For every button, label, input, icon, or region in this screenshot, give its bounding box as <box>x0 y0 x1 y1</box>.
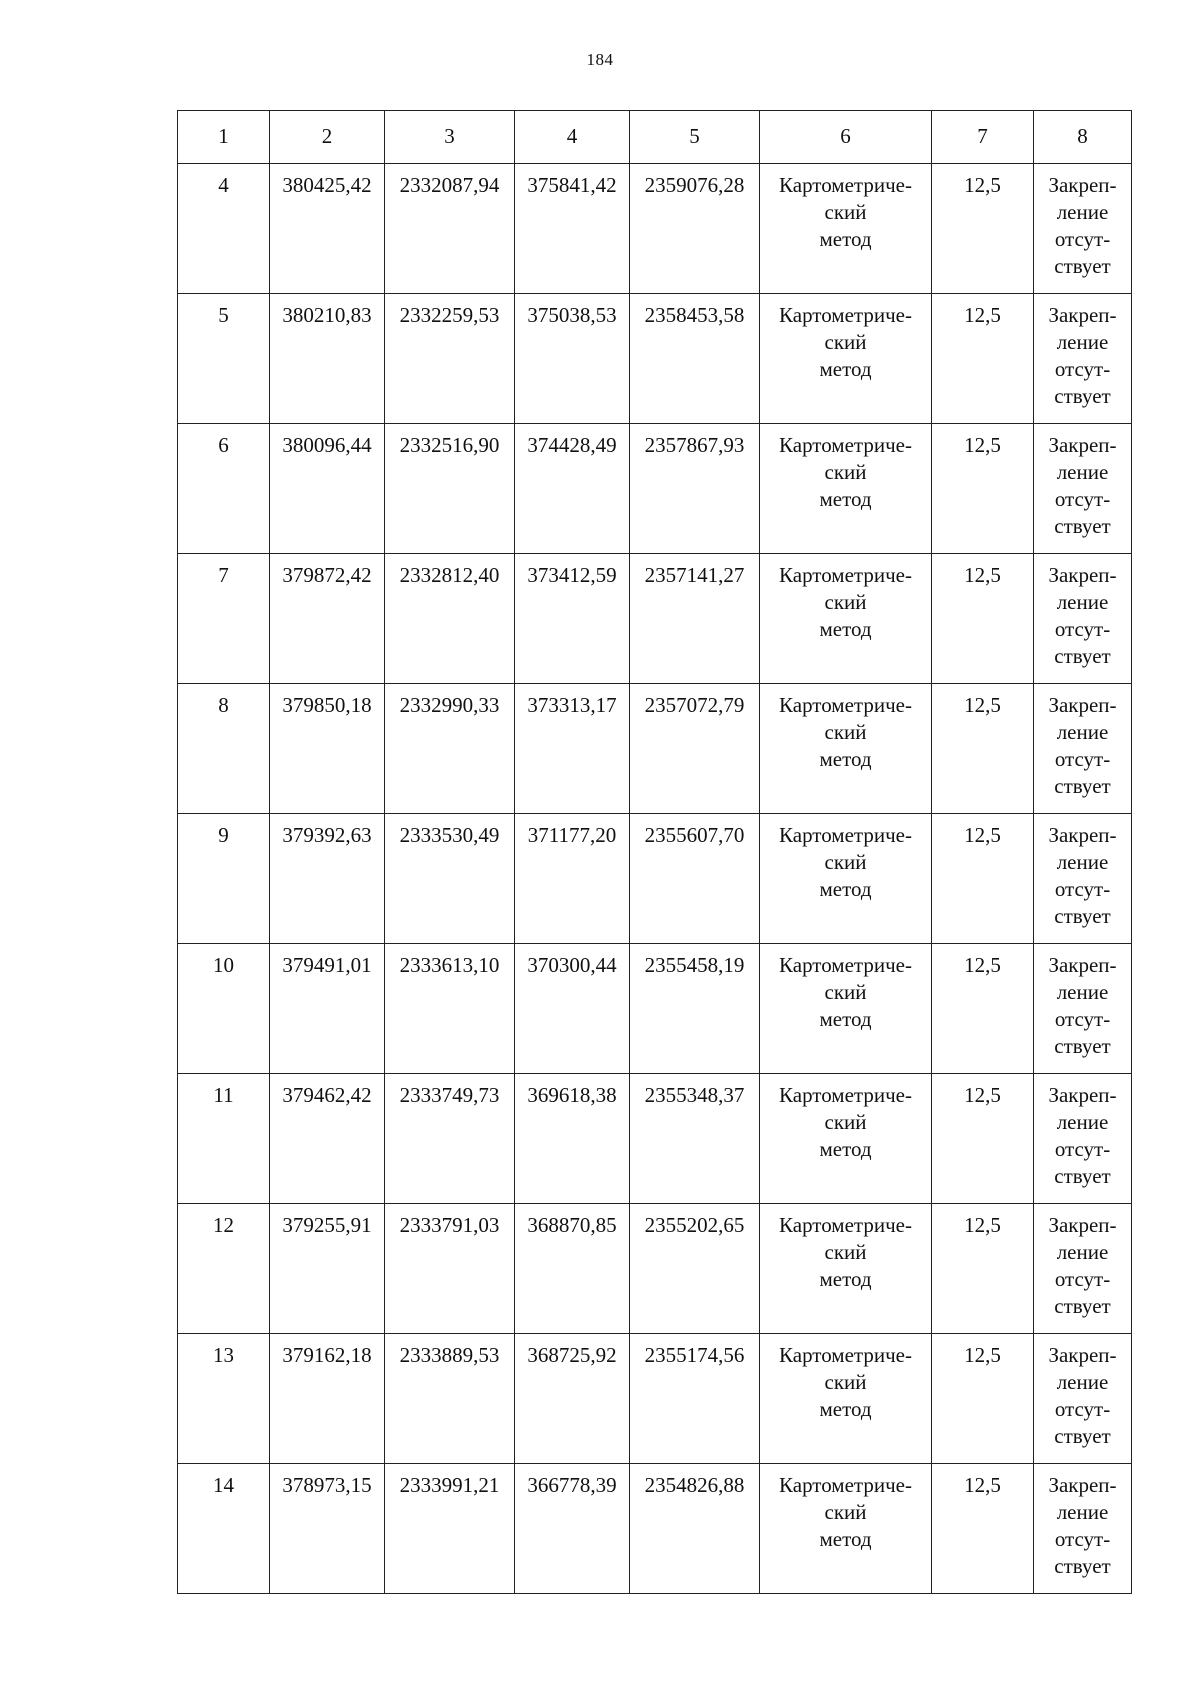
table-row <box>178 424 1132 554</box>
coord-cell-3: 2332259,53 <box>385 294 515 424</box>
method-cell: Картометриче- ский метод <box>760 294 932 424</box>
coord-cell-3: 2333530,49 <box>385 814 515 944</box>
table-body <box>178 164 1132 1594</box>
method-cell: Картометриче- ский метод <box>760 1204 932 1334</box>
coord-cell-2: 378973,15 <box>270 1464 385 1594</box>
coord-cell-4: 371177,20 <box>515 814 630 944</box>
fixing-cell: Закреп- ление отсут- ствует <box>1034 944 1132 1074</box>
table-row <box>178 1204 1132 1334</box>
column-header-2: 2 <box>270 111 385 164</box>
error-cell: 12,5 <box>932 554 1034 684</box>
error-cell: 12,5 <box>932 814 1034 944</box>
coord-cell-2: 379392,63 <box>270 814 385 944</box>
fixing-cell: Закреп- ление отсут- ствует <box>1034 1074 1132 1204</box>
fixing-cell: Закреп- ление отсут- ствует <box>1034 1464 1132 1594</box>
column-header-6: 6 <box>760 111 932 164</box>
table-row <box>178 554 1132 684</box>
method-cell: Картометриче- ский метод <box>760 814 932 944</box>
coord-cell-3: 2332087,94 <box>385 164 515 294</box>
method-cell: Картометриче- ский метод <box>760 554 932 684</box>
point-number-cell: 7 <box>178 554 270 684</box>
coord-cell-3: 2332812,40 <box>385 554 515 684</box>
point-number-cell: 12 <box>178 1204 270 1334</box>
table-row <box>178 294 1132 424</box>
fixing-cell: Закреп- ление отсут- ствует <box>1034 1334 1132 1464</box>
coord-cell-5: 2355174,56 <box>630 1334 760 1464</box>
coord-cell-3: 2332990,33 <box>385 684 515 814</box>
coord-cell-5: 2357867,93 <box>630 424 760 554</box>
table-row <box>178 1464 1132 1594</box>
coord-cell-2: 379491,01 <box>270 944 385 1074</box>
coord-cell-4: 374428,49 <box>515 424 630 554</box>
point-number-cell: 14 <box>178 1464 270 1594</box>
coord-cell-2: 380425,42 <box>270 164 385 294</box>
column-header-8: 8 <box>1034 111 1132 164</box>
coord-cell-2: 379872,42 <box>270 554 385 684</box>
coord-cell-2: 380210,83 <box>270 294 385 424</box>
error-cell: 12,5 <box>932 1334 1034 1464</box>
column-header-1: 1 <box>178 111 270 164</box>
coord-cell-5: 2355607,70 <box>630 814 760 944</box>
coord-cell-5: 2359076,28 <box>630 164 760 294</box>
table-row <box>178 1074 1132 1204</box>
table-row <box>178 164 1132 294</box>
error-cell: 12,5 <box>932 294 1034 424</box>
column-header-5: 5 <box>630 111 760 164</box>
method-cell: Картометриче- ский метод <box>760 1334 932 1464</box>
point-number-cell: 5 <box>178 294 270 424</box>
coord-cell-2: 379850,18 <box>270 684 385 814</box>
coord-cell-5: 2357141,27 <box>630 554 760 684</box>
fixing-cell: Закреп- ление отсут- ствует <box>1034 814 1132 944</box>
fixing-cell: Закреп- ление отсут- ствует <box>1034 684 1132 814</box>
coord-cell-5: 2358453,58 <box>630 294 760 424</box>
coord-cell-3: 2333613,10 <box>385 944 515 1074</box>
error-cell: 12,5 <box>932 1464 1034 1594</box>
coord-cell-4: 366778,39 <box>515 1464 630 1594</box>
point-number-cell: 8 <box>178 684 270 814</box>
table-row <box>178 684 1132 814</box>
method-cell: Картометриче- ский метод <box>760 1464 932 1594</box>
coord-cell-5: 2355202,65 <box>630 1204 760 1334</box>
method-cell: Картометриче- ский метод <box>760 164 932 294</box>
coord-cell-2: 379462,42 <box>270 1074 385 1204</box>
coord-cell-3: 2332516,90 <box>385 424 515 554</box>
table-row <box>178 814 1132 944</box>
coordinates-table <box>177 110 1132 1594</box>
point-number-cell: 11 <box>178 1074 270 1204</box>
coord-cell-4: 370300,44 <box>515 944 630 1074</box>
coord-cell-4: 375841,42 <box>515 164 630 294</box>
coord-cell-4: 373313,17 <box>515 684 630 814</box>
point-number-cell: 4 <box>178 164 270 294</box>
point-number-cell: 6 <box>178 424 270 554</box>
coord-cell-5: 2354826,88 <box>630 1464 760 1594</box>
coord-cell-3: 2333791,03 <box>385 1204 515 1334</box>
fixing-cell: Закреп- ление отсут- ствует <box>1034 1204 1132 1334</box>
coord-cell-4: 369618,38 <box>515 1074 630 1204</box>
error-cell: 12,5 <box>932 684 1034 814</box>
table-row <box>178 1334 1132 1464</box>
fixing-cell: Закреп- ление отсут- ствует <box>1034 164 1132 294</box>
error-cell: 12,5 <box>932 1204 1034 1334</box>
point-number-cell: 10 <box>178 944 270 1074</box>
column-header-7: 7 <box>932 111 1034 164</box>
coord-cell-2: 379255,91 <box>270 1204 385 1334</box>
method-cell: Картометриче- ский метод <box>760 1074 932 1204</box>
method-cell: Картометриче- ский метод <box>760 424 932 554</box>
page-number: 184 <box>586 50 614 69</box>
fixing-cell: Закреп- ление отсут- ствует <box>1034 294 1132 424</box>
coord-cell-5: 2355348,37 <box>630 1074 760 1204</box>
method-cell: Картометриче- ский метод <box>760 684 932 814</box>
coord-cell-5: 2355458,19 <box>630 944 760 1074</box>
coord-cell-3: 2333889,53 <box>385 1334 515 1464</box>
coord-cell-2: 380096,44 <box>270 424 385 554</box>
point-number-cell: 13 <box>178 1334 270 1464</box>
fixing-cell: Закреп- ление отсут- ствует <box>1034 424 1132 554</box>
fixing-cell: Закреп- ление отсут- ствует <box>1034 554 1132 684</box>
coord-cell-4: 368725,92 <box>515 1334 630 1464</box>
coord-cell-5: 2357072,79 <box>630 684 760 814</box>
header-row <box>178 111 1132 164</box>
coord-cell-4: 375038,53 <box>515 294 630 424</box>
coord-cell-4: 373412,59 <box>515 554 630 684</box>
column-header-4: 4 <box>515 111 630 164</box>
method-cell: Картометриче- ский метод <box>760 944 932 1074</box>
error-cell: 12,5 <box>932 1074 1034 1204</box>
table-row <box>178 944 1132 1074</box>
coord-cell-3: 2333749,73 <box>385 1074 515 1204</box>
coord-cell-3: 2333991,21 <box>385 1464 515 1594</box>
error-cell: 12,5 <box>932 424 1034 554</box>
error-cell: 12,5 <box>932 164 1034 294</box>
column-header-3: 3 <box>385 111 515 164</box>
error-cell: 12,5 <box>932 944 1034 1074</box>
point-number-cell: 9 <box>178 814 270 944</box>
coord-cell-4: 368870,85 <box>515 1204 630 1334</box>
coord-cell-2: 379162,18 <box>270 1334 385 1464</box>
